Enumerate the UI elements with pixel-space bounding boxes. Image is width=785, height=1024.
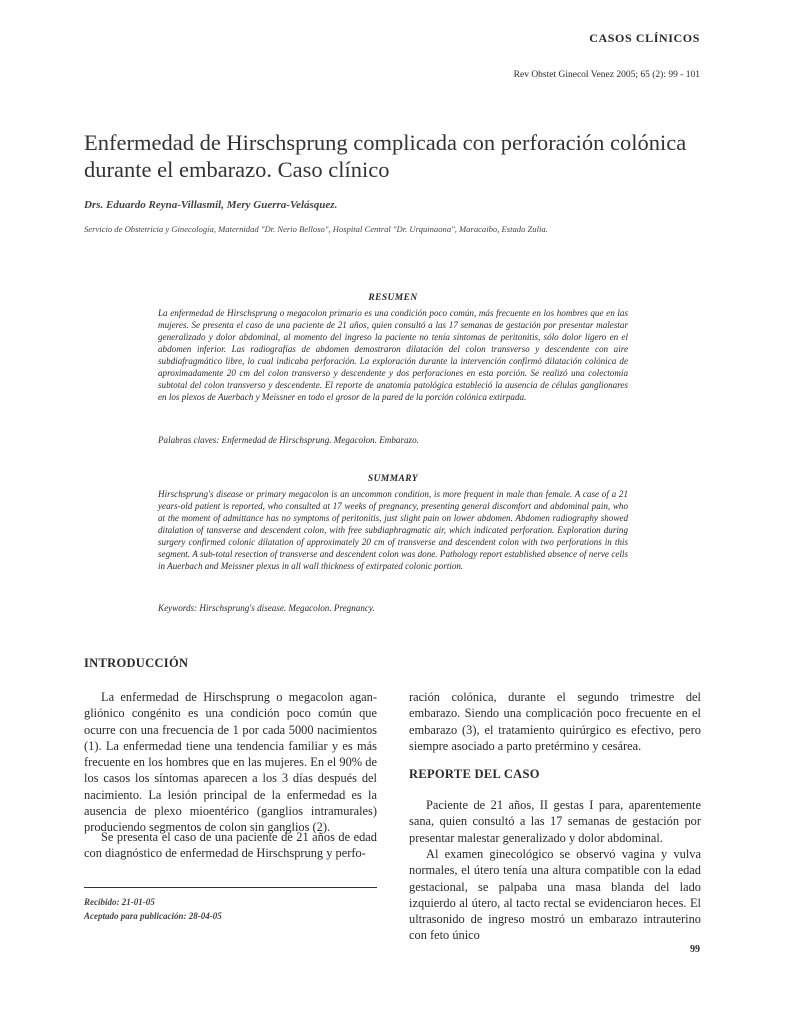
- resumen-heading: RESUMEN: [368, 293, 418, 303]
- summary-keywords: Keywords: Hirschsprung's disease. Megacolon. Pregnancy.: [158, 603, 375, 613]
- reporte-paragraph-1: Paciente de 21 años, II gestas I para, aparentemente sana, quien consultó a las 17 semanas de gestación por presentar malestar generalizado y dolor abdominal.: [409, 798, 701, 845]
- author-affiliation: Servicio de Obstetricia y Ginecología, Maternidad "Dr. Nerio Belloso", Hospital Central "Dr. Urquinaona", Maracaibo, Estado Zulia.: [84, 224, 548, 234]
- introduccion-heading: INTRODUCCIÓN: [84, 656, 189, 670]
- article-authors: Drs. Eduardo Reyna-Villasmil, Mery Guerra-Velásquez.: [84, 199, 338, 211]
- resumen-text: La enfermedad de Hirschsprung o megacolon primario es una condición poco común, más frecuente en los hombres que en las mujeres. Se presenta el caso de una paciente de 21 años, quien consultó a las 17 semanas de gestación por presentar malestar generalizado y dolor abdominal, al momento del ingreso la paciente no tenía síntomas de peritonitis, sólo dolor ligero en el abdomen inferior. Las radiografías de abdomen demostraron dilatación del colon transverso y descendente con aire subdiafragmático libre, lo cual indicaba perforación. La exploración durante la intervención confirmó dilatación colónica de aproximadamente 20 cm del colon transverso y descendente y dos perforaciones en esta porción. Se realizó una colectomía subtotal del colon transverso y descendente. El reporte de anatomía patológica estableció la ausencia de células ganglionares en los plexos de Auerbach y Meissner en todo el grosor de la pared de la porción colónica extirpada.: [158, 308, 628, 402]
- reporte-heading: REPORTE DEL CASO: [409, 767, 540, 781]
- summary-text: Hirschsprung's disease or primary megacolon is an uncommon condition, is more frequent in male than female. A case of a 21 years-old patient is reported, who consulted at 17 weeks of pregnancy, presenting general discomfort and abdominal pain, who at the moment of admittance has no symptoms of peritonitis, just slight pain on lower abdomen. Abdomen radiography showed ditalation of tansverse and descendent colon, with free subdiaphragmatic air, which indicated perforation. Exploration during surgery confirmed colonic dilatation of approximately 20 cm of transverse and descendent colon with two perforations in this segment. A sub-total resection of transverse and descendent colon was done. Pathology report established absence of nerve cells in Auerbach and Meissner plexus in all wall thickness of extirpated colonic portion.: [158, 489, 628, 571]
- article-title: Enfermedad de Hirschsprung complicada con perforación colónica durante el embarazo. Caso clínico: [84, 130, 687, 182]
- page-number: 99: [690, 944, 700, 955]
- journal-citation: Rev Obstet Ginecol Venez 2005; 65 (2): 99 - 101: [513, 70, 700, 80]
- accepted-date: Aceptado para publicación: 28-04-05: [84, 911, 222, 921]
- introduccion-paragraph-1: La enfermedad de Hirschsprung o megacolon agan-gliónico congénito es una condición poco común que ocurre con una frecuencia de 1 por cada 5000 nacimientos (1). La enfermedad tiene una tendencia familiar y es más frecuente en los hombres que en las mujeres. En el 90% de los casos los síntomas aparecen a los 3 días después del nacimiento. La lesión principal de la enfermedad es la ausencia de plexo mioentérico (ganglios intramurales) produciendo segmentos de colon sin ganglios (2).: [84, 690, 377, 835]
- resumen-keywords: Palabras claves: Enfermedad de Hirschsprung. Megacolon. Embarazo.: [158, 435, 419, 445]
- reporte-paragraph-2: Al examen ginecológico se observó vagina y vulva normales, el útero tenía una altura compatible con la edad gestacional, se palpaba una masa blanda del lado izquierdo al útero, al tacto rectal se evidenciaron heces. El ultrasonido de ingreso mostró un embarazo intrauterino con feto único: [409, 847, 701, 943]
- introduccion-paragraph-2: Se presenta el caso de una paciente de 21 años de edad con diagnóstico de enfermedad de Hirschsprung y perfo-: [84, 830, 377, 861]
- summary-heading: SUMMARY: [367, 474, 419, 484]
- received-date: Recibido: 21-01-05: [84, 897, 155, 907]
- section-label: CASOS CLÍNICOS: [589, 31, 700, 45]
- footnote-rule: [84, 887, 377, 888]
- introduccion-paragraph-2-continued: ración colónica, durante el segundo trimestre del embarazo. Siendo una complicación poco frecuente en el embarazo (3), el tratamiento quirúrgico es efectivo, pero siempre asociado a parto pretérmino y cesárea.: [409, 690, 701, 753]
